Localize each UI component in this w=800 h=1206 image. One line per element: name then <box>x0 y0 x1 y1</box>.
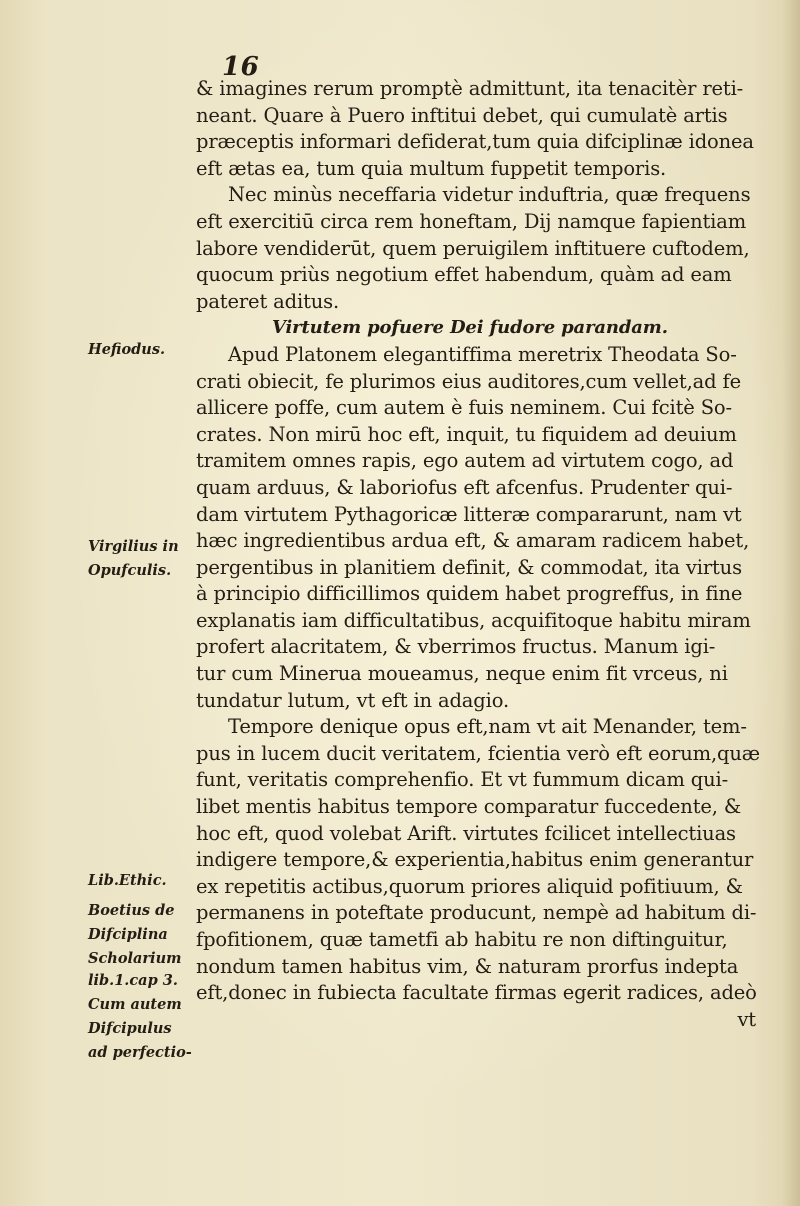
text-line: quam arduus, & laboriofus eft afcenfus. Prudenter qui- <box>196 475 733 499</box>
text-line: hæc ingredientibus ardua eft, & amaram radicem habet, <box>196 529 750 553</box>
main-text-block <box>196 76 762 1033</box>
text-line: Apud Platonem elegantiffima meretrix Theodata So- <box>228 342 737 366</box>
text-line: tundatur lutum, vt eft in adagio. <box>196 688 509 712</box>
text-line: fpofitionem, quæ tametfi ab habitu re non diftinguitur, <box>196 928 728 951</box>
text-line: pergentibus in planitiem definit, & commodat, ita virtus <box>196 555 742 579</box>
text-line: explanatis iam difficultatibus, acquifitoque habitu miram <box>196 608 751 632</box>
margin-note-boetius-line7: ad perfectio- <box>88 1044 192 1061</box>
section-heading: Virtutem pofuere Dei fudore parandam. <box>272 317 668 339</box>
text-line: tur cum Minerua moueamus, neque enim fit vrceus, ni <box>196 662 728 686</box>
margin-note-boetius-line4: lib.1.cap 3. <box>88 972 178 989</box>
text-line: Tempore denique opus eft,nam vt ait Menander, tem- <box>228 715 747 739</box>
text-line: hoc eft, quod volebat Arift. virtutes fcilicet intellectiuas <box>196 821 736 845</box>
margin-note-lib-ethic: Lib.Ethic. <box>88 872 167 889</box>
page-number: 16 <box>222 52 260 82</box>
margin-note-boetius-line5: Cum autem <box>88 996 182 1013</box>
text-line: allicere poffe, cum autem è fuis neminem. Cui fcitè So- <box>196 396 732 420</box>
text-line: Nec minùs neceffaria videtur induftria, quæ frequens <box>228 183 751 207</box>
margin-note-boetius-line2: Difciplina <box>88 926 168 943</box>
text-line: profert alacritatem, & vberrimos fructus. Manum igi- <box>196 635 716 659</box>
text-line: dam virtutem Pythagoricæ litteræ compararunt, nam vt <box>196 502 742 526</box>
text-line: labore vendiderūt, quem peruigilem inftituere cuftodem, <box>196 236 750 260</box>
text-line: à principio difficillimos quidem habet progreffus, in fine <box>196 582 743 606</box>
text-line: funt, veritatis comprehenfio. Et vt fummum dicam qui- <box>196 768 729 792</box>
text-line: tramitem omnes rapis, ego autem ad virtutem cogo, ad <box>196 449 734 473</box>
text-line: nondum tamen habitus vim, & naturam prorfus indepta <box>196 954 739 978</box>
margin-note-boetius-line6: Difcipulus <box>88 1020 172 1037</box>
text-line: pateret aditus. <box>196 289 340 313</box>
text-line: indigere tempore,& experientia,habitus enim generantur <box>196 848 754 872</box>
text-line: eft exercitiū circa rem honeftam, Dij namque fapientiam <box>196 209 747 233</box>
margin-note-virgilius-line1: Virgilius in <box>88 538 179 555</box>
text-line: neant. Quare à Puero inftitui debet, qui cumulatè artis <box>196 103 728 127</box>
text-line: eft ætas ea, tum quia multum fuppetit temporis. <box>196 156 667 180</box>
text-line: quocum priùs negotium effet habendum, quàm ad eam <box>196 263 732 287</box>
text-line: & imagines rerum promptè admittunt, ita tenacitèr reti- <box>196 77 744 100</box>
text-line: libet mentis habitus tempore comparatur fuccedente, & <box>196 795 742 819</box>
text-line: ex repetitis actibus,quorum priores aliquid pofitiuum, & <box>196 874 743 898</box>
text-line: permanens in poteftate producunt, nempè ad habitum di- <box>196 901 757 925</box>
margin-note-boetius-line1: Boetius de <box>88 902 175 919</box>
margin-note-hesiodus: Hefiodus. <box>88 341 166 358</box>
text-line: crati obiecit, fe plurimos eius auditores,cum vellet,ad fe <box>196 369 741 393</box>
text-line: crates. Non mirū hoc eft, inquit, tu fiquidem ad deuium <box>196 422 737 446</box>
page-edge-shadow <box>782 0 800 1206</box>
text-line: præceptis informari defiderat,tum quia difciplinæ idonea <box>196 130 754 154</box>
text-line: eft,donec in fubiecta facultate firmas egerit radices, adeò <box>196 981 757 1005</box>
margin-note-virgilius-line2: Opufculis. <box>88 562 172 579</box>
margin-note-boetius-line3: Scholarium <box>88 950 182 967</box>
catchword: vt <box>737 1007 756 1031</box>
text-line: pus in lucem ducit veritatem, fcientia verò eft eorum,quæ <box>196 741 760 765</box>
